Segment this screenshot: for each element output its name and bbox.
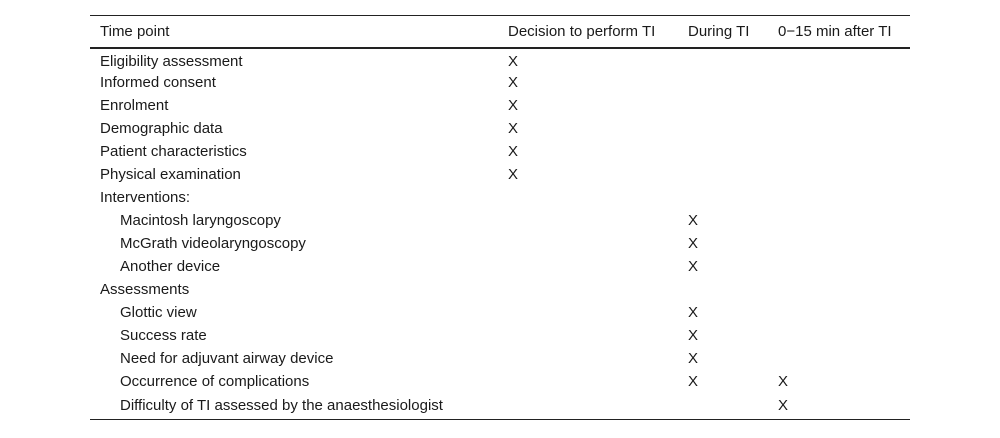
table-row — [90, 71, 910, 94]
row-cell-col3 — [768, 278, 910, 301]
row-cell-col3 — [768, 163, 910, 186]
row-cell-col3 — [768, 71, 910, 94]
row-label: Difficulty of TI assessed by the anaesthesiologist — [120, 397, 443, 415]
row-cell-col2 — [678, 186, 768, 209]
row-label: Need for adjuvant airway device — [120, 350, 334, 367]
row-cell-col2: X — [688, 373, 699, 390]
row-label: Success rate — [120, 327, 207, 344]
row-cell-col1: X — [508, 120, 519, 137]
header-time-point: Time point — [100, 23, 170, 40]
row-cell-col3 — [768, 117, 910, 140]
row-label: Interventions: — [100, 189, 191, 206]
table-row — [90, 393, 910, 419]
row-cell-col3 — [768, 347, 910, 370]
row-label: Enrolment — [100, 97, 169, 114]
header-row — [90, 16, 910, 49]
row-cell-col1 — [498, 347, 678, 370]
row-cell-col2: X — [688, 212, 699, 229]
row-cell-col1: X — [508, 97, 519, 114]
table-row — [90, 186, 910, 209]
row-cell-col2 — [678, 140, 768, 163]
row-cell-col3 — [768, 48, 910, 71]
schedule-table — [90, 15, 910, 420]
row-label: Informed consent — [100, 74, 216, 91]
row-cell-col1 — [498, 209, 678, 232]
row-cell-col2 — [678, 71, 768, 94]
row-label: Glottic view — [120, 304, 197, 321]
row-cell-col2: X — [688, 258, 699, 275]
table-body — [90, 48, 910, 419]
row-cell-col2: X — [688, 304, 699, 321]
row-cell-col3 — [768, 186, 910, 209]
row-cell-col1: X — [508, 74, 519, 91]
row-cell-col3 — [768, 94, 910, 117]
table-row — [90, 370, 910, 393]
row-cell-col3 — [768, 209, 910, 232]
row-cell-col2 — [678, 393, 768, 419]
header-decision-to-perform-ti: Decision to perform TI — [508, 23, 656, 40]
table-row — [90, 278, 910, 301]
row-cell-col3 — [768, 140, 910, 163]
row-cell-col2: X — [688, 350, 699, 367]
row-cell-col3 — [768, 255, 910, 278]
row-cell-col2 — [678, 117, 768, 140]
row-cell-col2: X — [688, 235, 699, 252]
row-cell-col2: X — [688, 327, 699, 344]
row-cell-col1 — [498, 370, 678, 393]
row-cell-col1: X — [508, 52, 519, 70]
header-during-ti: During TI — [688, 23, 750, 40]
row-cell-col1 — [498, 324, 678, 347]
row-label: Another device — [120, 258, 221, 275]
row-cell-col3 — [768, 232, 910, 255]
row-label: Demographic data — [100, 120, 223, 137]
table-header — [90, 16, 910, 49]
row-cell-col2 — [678, 94, 768, 117]
table-row — [90, 324, 910, 347]
row-cell-col3 — [768, 301, 910, 324]
row-label: Occurrence of complications — [120, 373, 310, 390]
row-cell-col1: X — [508, 166, 519, 183]
table-row — [90, 232, 910, 255]
schedule-table-container — [90, 15, 910, 420]
table-row — [90, 48, 910, 71]
table-row — [90, 163, 910, 186]
row-cell-col1 — [498, 232, 678, 255]
row-cell-col1 — [498, 278, 678, 301]
row-cell-col2 — [678, 278, 768, 301]
table-row — [90, 347, 910, 370]
table-row — [90, 209, 910, 232]
row-cell-col2 — [678, 163, 768, 186]
table-row — [90, 255, 910, 278]
row-label: McGrath videolaryngoscopy — [120, 235, 306, 252]
row-label: Assessments — [100, 281, 190, 298]
row-cell-col3: X — [778, 397, 789, 415]
row-cell-col1 — [498, 186, 678, 209]
row-cell-col2 — [678, 48, 768, 71]
row-cell-col1: X — [508, 143, 519, 160]
row-cell-col1 — [498, 393, 678, 419]
row-cell-col3: X — [778, 373, 789, 390]
row-label: Eligibility assessment — [100, 52, 243, 70]
row-cell-col1 — [498, 301, 678, 324]
table-row — [90, 94, 910, 117]
row-cell-col1 — [498, 255, 678, 278]
table-row — [90, 140, 910, 163]
table-row — [90, 117, 910, 140]
row-cell-col3 — [768, 324, 910, 347]
row-label: Macintosh laryngoscopy — [120, 212, 281, 229]
row-label: Physical examination — [100, 166, 241, 183]
header-after-ti: 0−15 min after TI — [778, 23, 892, 40]
row-label: Patient characteristics — [100, 143, 247, 160]
table-row — [90, 301, 910, 324]
